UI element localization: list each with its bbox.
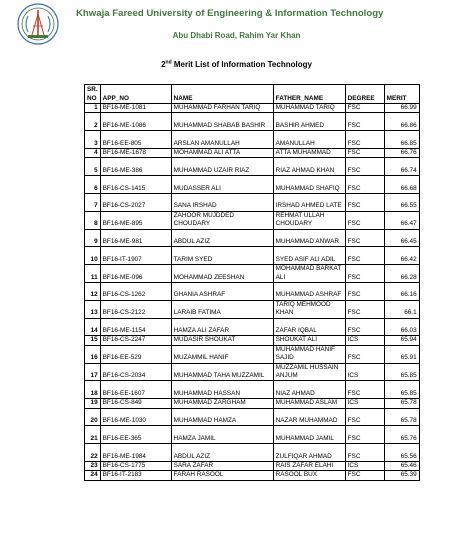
cell-degree: FSC	[345, 381, 384, 399]
table-row	[85, 158, 420, 176]
cell-degree: FSC	[345, 265, 384, 283]
cell-degree: ICS	[345, 399, 384, 408]
cell-degree: FSC	[345, 345, 384, 363]
merit-list-table	[84, 84, 420, 481]
cell-sr-no: 13	[85, 300, 101, 318]
cell-father-name: MUHAMMAD JAMIL	[273, 426, 345, 444]
cell-name: ARSLAN AMANULLAH	[171, 131, 273, 149]
page-title	[0, 60, 473, 69]
cell-father-name: ZULFIQAR AHMAD	[273, 444, 345, 462]
column-header-father-name: FATHER_NAME	[273, 85, 345, 104]
cell-name: ZAHOOR MUJDDED CHOUDARY	[171, 211, 273, 229]
cell-name: SANA IRSHAD	[171, 194, 273, 212]
cell-merit: 65.78	[384, 399, 419, 408]
cell-degree: ICS	[345, 336, 384, 345]
cell-sr-no: 1	[85, 104, 101, 113]
cell-merit: 65.91	[384, 345, 419, 363]
cell-sr-no: 15	[85, 336, 101, 345]
cell-father-name: MUZZAMIL HUSSAIN ANJUM	[273, 363, 345, 381]
cell-father-name: SHOUKAT ALI	[273, 336, 345, 345]
cell-merit: 66.74	[384, 158, 419, 176]
cell-app-no: BF16-ME-1678	[100, 149, 171, 158]
cell-merit: 66.28	[384, 265, 419, 283]
table-row	[85, 131, 420, 149]
cell-merit: 66.68	[384, 176, 419, 194]
cell-name: MUHAMMAD ZARGHAM	[171, 399, 273, 408]
cell-name: MUHAMMAD SHABAB BASHIR	[171, 113, 273, 131]
cell-father-name: MUHAMMAD SHAFIQ	[273, 176, 345, 194]
cell-sr-no: 7	[85, 194, 101, 212]
cell-merit: 66.47	[384, 211, 419, 229]
cell-sr-no: 24	[85, 471, 101, 480]
cell-name: ABDUL AZIZ	[171, 444, 273, 462]
table-row	[85, 104, 420, 113]
cell-sr-no: 11	[85, 265, 101, 283]
cell-app-no: BF16-CS-2247	[100, 336, 171, 345]
cell-degree: FSC	[345, 247, 384, 265]
cell-app-no: BF16-ME-1081	[100, 104, 171, 113]
cell-name: HAMZA ALI ZAFAR	[171, 318, 273, 336]
column-header-merit: MERIT	[384, 85, 419, 104]
cell-name: MUHAMMAD TAHA MUZZAMIL	[171, 363, 273, 381]
cell-father-name: AMANULLAH	[273, 131, 345, 149]
cell-app-no: BF16-IT-1907	[100, 247, 171, 265]
cell-merit: 65.56	[384, 444, 419, 462]
cell-merit: 66.45	[384, 229, 419, 247]
table-row	[85, 300, 420, 318]
table-body	[85, 104, 420, 481]
cell-app-no: BF16-EE-529	[100, 345, 171, 363]
cell-app-no: BF16-CS-2034	[100, 363, 171, 381]
table-row	[85, 149, 420, 158]
cell-name: SARA ZAFAR	[171, 462, 273, 471]
cell-sr-no: 3	[85, 131, 101, 149]
cell-merit: 65.78	[384, 408, 419, 426]
table-row	[85, 113, 420, 131]
cell-father-name: IRSHAD AHMED LATE	[273, 194, 345, 212]
cell-father-name: NAZAR MUHAMMAD	[273, 408, 345, 426]
cell-merit: 65.39	[384, 471, 419, 480]
cell-app-no: BF16-EE-365	[100, 426, 171, 444]
cell-sr-no: 12	[85, 283, 101, 301]
cell-app-no: BF16-CS-2122	[100, 300, 171, 318]
cell-degree: FSC	[345, 131, 384, 149]
cell-merit: 66.03	[384, 318, 419, 336]
cell-merit: 66.99	[384, 104, 419, 113]
cell-degree: FSC	[345, 229, 384, 247]
cell-name: MUHAMMAD HAMZA	[171, 408, 273, 426]
table-row	[85, 363, 420, 381]
cell-sr-no: 17	[85, 363, 101, 381]
table-row	[85, 176, 420, 194]
cell-degree: FSC	[345, 426, 384, 444]
cell-degree: FSC	[345, 194, 384, 212]
cell-father-name: BASHIR AHMED	[273, 113, 345, 131]
cell-name: MOHAMMAD ZEESHAN	[171, 265, 273, 283]
cell-sr-no: 5	[85, 158, 101, 176]
cell-father-name: MUHAMMAD HANIF SAJID	[273, 345, 345, 363]
cell-father-name: MUHAMMAD TARIQ	[273, 104, 345, 113]
title-text: Merit List of Information Technology	[171, 60, 312, 69]
cell-name: MOHAMMAD ALI ATTA	[171, 149, 273, 158]
cell-merit: 65.94	[384, 336, 419, 345]
cell-app-no: BF16-ME-1086	[100, 113, 171, 131]
table-row	[85, 247, 420, 265]
cell-app-no: BF16-EE-1607	[100, 381, 171, 399]
table-row	[85, 399, 420, 408]
cell-father-name: MUHAMMAD ANWAR	[273, 229, 345, 247]
cell-app-no: BF16-ME-895	[100, 211, 171, 229]
cell-name: MUHAMMAD UZAIR RIAZ	[171, 158, 273, 176]
cell-degree: FSC	[345, 149, 384, 158]
cell-name: FARAH RASOOL	[171, 471, 273, 480]
cell-sr-no: 4	[85, 149, 101, 158]
cell-app-no: BF16-ME-1030	[100, 408, 171, 426]
cell-sr-no: 14	[85, 318, 101, 336]
cell-app-no: BF16-CS-1415	[100, 176, 171, 194]
cell-name: GHANIA ASHRAF	[171, 283, 273, 301]
cell-father-name: ZAFAR IQBAL	[273, 318, 345, 336]
cell-name: LARAIB FATIMA	[171, 300, 273, 318]
cell-app-no: BF16-CS-2027	[100, 194, 171, 212]
cell-app-no: BF16-ME-096	[100, 265, 171, 283]
cell-sr-no: 22	[85, 444, 101, 462]
table-row	[85, 345, 420, 363]
cell-merit: 66.85	[384, 131, 419, 149]
cell-father-name: SYED ASIF ALI ADIL	[273, 247, 345, 265]
table-row	[85, 318, 420, 336]
cell-father-name: MOHAMMAD BARKAT ALI	[273, 265, 345, 283]
title-ordinal-suffix: nd	[165, 59, 172, 66]
cell-sr-no: 10	[85, 247, 101, 265]
cell-name: ABDUL AZIZ	[171, 229, 273, 247]
cell-degree: FSC	[345, 471, 384, 480]
table-row	[85, 381, 420, 399]
cell-name: MUZAMMIL HANIF	[171, 345, 273, 363]
cell-degree: FSC	[345, 408, 384, 426]
cell-father-name: ATTA MUHAMMAD	[273, 149, 345, 158]
table-row	[85, 211, 420, 229]
cell-sr-no: 23	[85, 462, 101, 471]
cell-name: TARIM SYED	[171, 247, 273, 265]
title-ordinal-number: 2	[161, 60, 166, 69]
cell-app-no: BF16-IT-2183	[100, 471, 171, 480]
table-row	[85, 426, 420, 444]
cell-name: HAMZA JAMIL	[171, 426, 273, 444]
cell-app-no: BF16-ME-1984	[100, 444, 171, 462]
cell-app-no: BF16-ME-1154	[100, 318, 171, 336]
table-row	[85, 408, 420, 426]
cell-father-name: TARIQ MEHMOOD KHAN	[273, 300, 345, 318]
cell-degree: FSC	[345, 318, 384, 336]
cell-merit: 66.55	[384, 194, 419, 212]
table-row	[85, 444, 420, 462]
cell-name: MUHAMMAD FARHAN TARIQ	[171, 104, 273, 113]
table-row	[85, 229, 420, 247]
cell-merit: 66.76	[384, 149, 419, 158]
cell-father-name: MUHAMMAD ASHRAF	[273, 283, 345, 301]
cell-degree: FSC	[345, 158, 384, 176]
cell-sr-no: 19	[85, 399, 101, 408]
cell-degree: FSC	[345, 113, 384, 131]
cell-father-name: RASOOL BUX	[273, 471, 345, 480]
cell-name: MUDASIR SHOUKAT	[171, 336, 273, 345]
cell-app-no: BF16-ME-981	[100, 229, 171, 247]
cell-merit: 65.85	[384, 381, 419, 399]
cell-app-no: BF16-EE-805	[100, 131, 171, 149]
column-header-sr-no: SR. NO	[85, 85, 101, 104]
table-row	[85, 471, 420, 480]
university-address: Abu Dhabi Road, Rahim Yar Khan	[172, 31, 301, 40]
table-row	[85, 283, 420, 301]
cell-degree: FSC	[345, 300, 384, 318]
column-header-name: NAME	[171, 85, 273, 104]
cell-sr-no: 20	[85, 408, 101, 426]
table-row	[85, 336, 420, 345]
cell-degree: FSC	[345, 104, 384, 113]
cell-merit: 66.42	[384, 247, 419, 265]
cell-sr-no: 6	[85, 176, 101, 194]
cell-degree: FSC	[345, 211, 384, 229]
cell-degree: FSC	[345, 283, 384, 301]
table-row	[85, 265, 420, 283]
cell-father-name: NIAZ AHMAD	[273, 381, 345, 399]
cell-name: MUHAMMAD HASSAN	[171, 381, 273, 399]
cell-father-name: MUHAMMAD ASLAM	[273, 399, 345, 408]
cell-sr-no: 9	[85, 229, 101, 247]
cell-merit: 65.46	[384, 462, 419, 471]
cell-app-no: BF16-CS-1262	[100, 283, 171, 301]
cell-sr-no: 21	[85, 426, 101, 444]
column-header-app-no: APP_NO	[100, 85, 171, 104]
document-header	[0, 0, 473, 52]
cell-sr-no: 18	[85, 381, 101, 399]
cell-father-name: RAIS ZAFAR ELAHI	[273, 462, 345, 471]
cell-degree: ICS	[345, 363, 384, 381]
cell-merit: 66.1	[384, 300, 419, 318]
cell-father-name: RIAZ AHMAD KHAN	[273, 158, 345, 176]
cell-sr-no: 8	[85, 211, 101, 229]
column-header-degree: DEGREE	[345, 85, 384, 104]
table-row	[85, 462, 420, 471]
cell-app-no: BF16-ME-386	[100, 158, 171, 176]
cell-merit: 65.76	[384, 426, 419, 444]
cell-sr-no: 16	[85, 345, 101, 363]
cell-merit: 66.16	[384, 283, 419, 301]
cell-merit: 65.85	[384, 363, 419, 381]
cell-app-no: BF16-CS-849	[100, 399, 171, 408]
cell-name: MUDASSER ALI	[171, 176, 273, 194]
cell-father-name: REHMAT ULLAH CHOUDARY	[273, 211, 345, 229]
table-header-row	[85, 85, 420, 104]
cell-merit: 66.86	[384, 113, 419, 131]
cell-app-no: BF16-CS-1775	[100, 462, 171, 471]
cell-sr-no: 2	[85, 113, 101, 131]
university-name: Khwaja Fareed University of Engineering & Information Technology	[76, 8, 384, 19]
cell-degree: FSC	[345, 176, 384, 194]
cell-degree: FSC	[345, 444, 384, 462]
cell-degree: ICS	[345, 462, 384, 471]
table-row	[85, 194, 420, 212]
